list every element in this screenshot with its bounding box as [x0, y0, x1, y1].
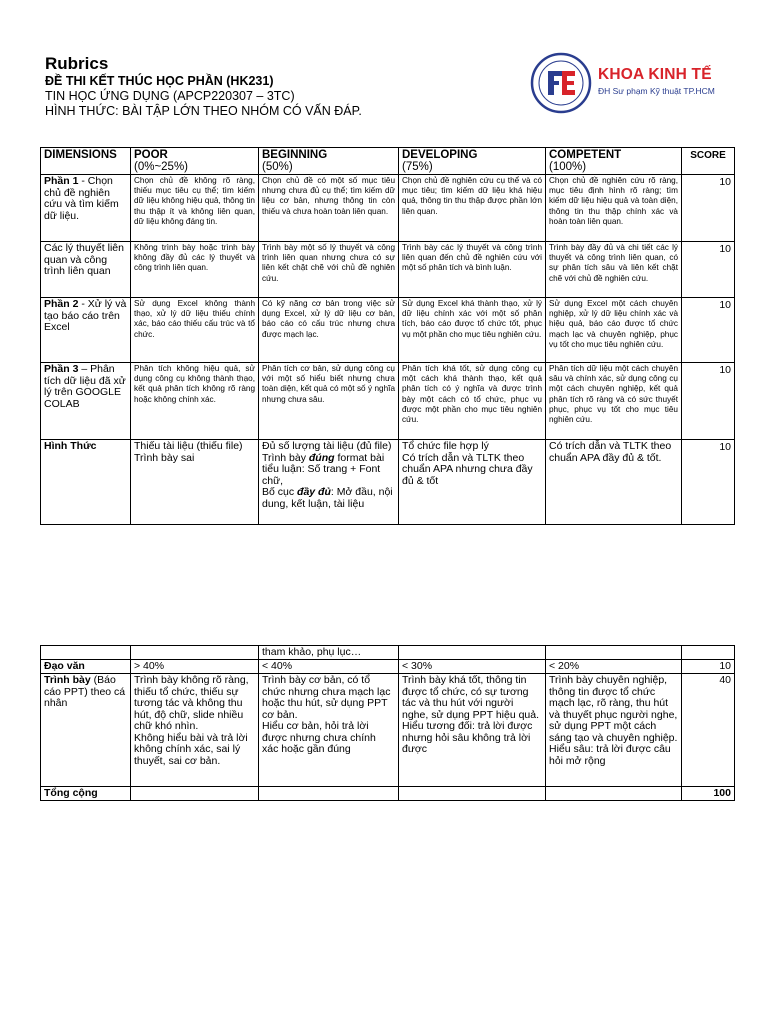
- exam-title: ĐỀ THI KẾT THÚC HỌC PHẦN (HK231): [45, 74, 274, 88]
- table-row: [41, 242, 735, 298]
- beginning-cell-continued: tham khảo, phụ lục…: [259, 646, 399, 660]
- faculty-logo: [598, 66, 715, 96]
- course-name: TIN HỌC ỨNG DỤNG (APCP220307 – 3TC): [45, 89, 295, 103]
- beginning-cell: < 40%: [259, 660, 399, 674]
- dimension-cell: Phần 1 - Chọn chủ đề nghiên cứu và tìm kiếm dữ liệu.: [41, 175, 131, 242]
- faculty-name: KHOA KINH TẾ: [598, 66, 712, 83]
- table-row: [41, 440, 735, 525]
- competent-cell: Chọn chủ đề nghiên cứu rõ ràng, mục tiêu định hình rõ ràng; tìm kiếm dữ liệu hiệu quả và toàn diện, thông tin thu thập chính xác và hoàn toàn liên quan.: [546, 175, 682, 242]
- dimension-cell: Trình bày (Báo cáo PPT) theo cá nhân: [41, 674, 131, 787]
- university-name: ĐH Sư phạm Kỹ thuật TP.HCM: [598, 86, 715, 96]
- empty-cell: [399, 787, 546, 801]
- dimension-cell: Các lý thuyết liên quan và công trình liên quan: [41, 242, 131, 298]
- dimension-cell: Hình Thức: [41, 440, 131, 525]
- table-row: [41, 363, 735, 440]
- header-score: SCORE: [682, 148, 735, 175]
- header-beginning: BEGINNING (50%): [259, 148, 399, 175]
- table-row: [41, 660, 735, 674]
- table-row: [41, 674, 735, 787]
- total-label: Tổng cộng: [41, 787, 131, 801]
- dimension-cell: Phần 3 – Phân tích dữ liệu đã xử lý trên GOOGLE COLAB: [41, 363, 131, 440]
- empty-cell: [259, 787, 399, 801]
- beginning-cell: Trình bày một số lý thuyết và công trình liên quan nhưng chưa có sự liên kết chặt chẽ với chủ đề nghiên cứu.: [259, 242, 399, 298]
- dimension-cell: [41, 646, 131, 660]
- score-cell: 10: [682, 660, 735, 674]
- header-poor: POOR (0%~25%): [131, 148, 259, 175]
- header-dimensions: DIMENSIONS: [41, 148, 131, 175]
- page-title: Rubrics: [45, 54, 109, 73]
- table-row: [41, 646, 735, 660]
- score-cell: 10: [682, 242, 735, 298]
- competent-cell: Phân tích dữ liệu một cách chuyên sâu và chính xác, sử dụng công cụ một cách chuyên nghiệp, kết quả phân tích rõ ràng và có sức thuyết phục, phục vụ tốt cho mục tiêu nghiên cứu.: [546, 363, 682, 440]
- developing-cell: Tổ chức file hợp lý Có trích dẫn và TLTK theo chuẩn APA nhưng chưa đầy đủ & tốt: [399, 440, 546, 525]
- dimension-cell: Phần 2 - Xử lý và tạo báo cáo trên Excel: [41, 298, 131, 363]
- rubric-table: [40, 147, 735, 525]
- table-row: [41, 175, 735, 242]
- competent-cell: Sử dụng Excel một cách chuyên nghiệp, xử lý dữ liệu chính xác và hiệu quả, báo cáo được tổ chức mạch lạc và chuyên nghiệp, phục vụ tốt cho mục tiêu nghiên cứu.: [546, 298, 682, 363]
- empty-cell: [131, 787, 259, 801]
- poor-cell: Thiếu tài liệu (thiếu file) Trình bày sai: [131, 440, 259, 525]
- score-cell: 10: [682, 175, 735, 242]
- header-competent: COMPETENT (100%): [546, 148, 682, 175]
- score-cell: 10: [682, 440, 735, 525]
- beginning-cell: Trình bày cơ bản, có tổ chức nhưng chưa mạch lạc hoặc thu hút, sử dụng PPT cơ bản. Hiểu cơ bản, hỏi trả lời được nhưng chưa chính xác hoặc gần đúng: [259, 674, 399, 787]
- dimension-cell: Đạo văn: [41, 660, 131, 674]
- poor-cell: Phân tích không hiệu quả, sử dụng công cụ không thành thạo, kết quả phân tích không rõ ràng hoặc không chính xác.: [131, 363, 259, 440]
- score-cell: 10: [682, 298, 735, 363]
- beginning-cell: Chọn chủ đề có một số mục tiêu nhưng chưa đủ cụ thể; tìm kiếm dữ liệu cơ bản, nhưng thông tin còn thiếu và chưa hoàn toàn liên quan.: [259, 175, 399, 242]
- developing-cell: < 30%: [399, 660, 546, 674]
- developing-cell: [399, 646, 546, 660]
- score-cell: [682, 646, 735, 660]
- table-header-row: [41, 148, 735, 175]
- faculty-emblem-icon: [530, 52, 592, 114]
- competent-cell: Có trích dẫn và TLTK theo chuẩn APA đầy đủ & tốt.: [546, 440, 682, 525]
- poor-cell: > 40%: [131, 660, 259, 674]
- competent-cell: Trình bày đầy đủ và chi tiết các lý thuyết và công trình liên quan, có sự phân tích sâu và liên kết chặt chẽ với chủ đề nghiên cứu.: [546, 242, 682, 298]
- score-cell: 40: [682, 674, 735, 787]
- poor-cell: [131, 646, 259, 660]
- poor-cell: Không trình bày hoặc trình bày không đầy đủ các lý thuyết và công trình liên quan.: [131, 242, 259, 298]
- competent-cell: [546, 646, 682, 660]
- competent-cell: < 20%: [546, 660, 682, 674]
- total-score: 100: [682, 787, 735, 801]
- beginning-cell: Phân tích cơ bản, sử dụng công cụ với một số hiểu biết nhưng chưa toàn diện, kết quả có một số ý nghĩa nhưng chưa sâu.: [259, 363, 399, 440]
- empty-cell: [546, 787, 682, 801]
- header-developing: DEVELOPING (75%): [399, 148, 546, 175]
- beginning-cell: Có kỹ năng cơ bản trong việc sử dụng Excel, xử lý dữ liệu cơ bản, báo cáo có cấu trúc nhưng chưa được mạch lạc.: [259, 298, 399, 363]
- developing-cell: Phân tích khá tốt, sử dụng công cụ một cách khá thành thạo, kết quả phân tích có ý nghĩa và được trình bày một cách có tổ chức, phục vụ được một phần cho mục tiêu nghiên cứu.: [399, 363, 546, 440]
- total-row: [41, 787, 735, 801]
- score-cell: 10: [682, 363, 735, 440]
- developing-cell: Chọn chủ đề nghiên cứu cụ thể và có mục tiêu; tìm kiếm dữ liệu khá hiệu quả, thông tin thu thập được phần lớn liên quan.: [399, 175, 546, 242]
- poor-cell: Trình bày không rõ ràng, thiếu tổ chức, thiếu sự tương tác và không thu hút, độ chữ, slide nhiều chữ khó nhìn. Không hiểu bài và trả lời không chính xác, sai lý thuyết, sai cơ bản.: [131, 674, 259, 787]
- exam-format: HÌNH THỨC: BÀI TẬP LỚN THEO NHÓM CÓ VẤN ĐÁP.: [45, 104, 362, 118]
- poor-cell: Sử dụng Excel không thành thạo, xử lý dữ liệu thiếu chính xác, báo cáo thiếu cấu trúc và tổ chức.: [131, 298, 259, 363]
- beginning-cell: Đủ số lượng tài liệu (đủ file) Trình bày đúng format bài tiểu luận: Số trang + Font chữ, Bố cục đầy đủ: Mở đầu, nội dung, kết luận, tài liệu: [259, 440, 399, 525]
- developing-cell: Sử dụng Excel khá thành thạo, xử lý dữ liệu chính xác với một số phân tích, báo cáo được tổ chức tốt, phục vụ một phần cho mục tiêu nghiên cứu.: [399, 298, 546, 363]
- rubric-table-continued: [40, 645, 735, 801]
- competent-cell: Trình bày chuyên nghiệp, thông tin được tổ chức mạch lạc, rõ ràng, thu hút và thuyết phục người nghe, sử dụng PPT một cách sáng tạo và chuyên nghiệp. Hiểu sâu: trả lời được câu hỏi mở rộng: [546, 674, 682, 787]
- developing-cell: Trình bày khá tốt, thông tin được tổ chức, có sự tương tác và thu hút với người nghe, sử dụng PPT hiệu quả. Hiểu tương đối: trả lời được nhưng hỏi sâu không trả lời được: [399, 674, 546, 787]
- table-row: [41, 298, 735, 363]
- developing-cell: Trình bày các lý thuyết và công trình liên quan đến chủ đề nghiên cứu với một số phân tích và bình luận.: [399, 242, 546, 298]
- poor-cell: Chọn chủ đề không rõ ràng, thiếu mục tiêu cụ thể; tìm kiếm dữ liệu không hiệu quả, thông tin thu thập ít và không liên quan, dữ liệu không đáng tin.: [131, 175, 259, 242]
